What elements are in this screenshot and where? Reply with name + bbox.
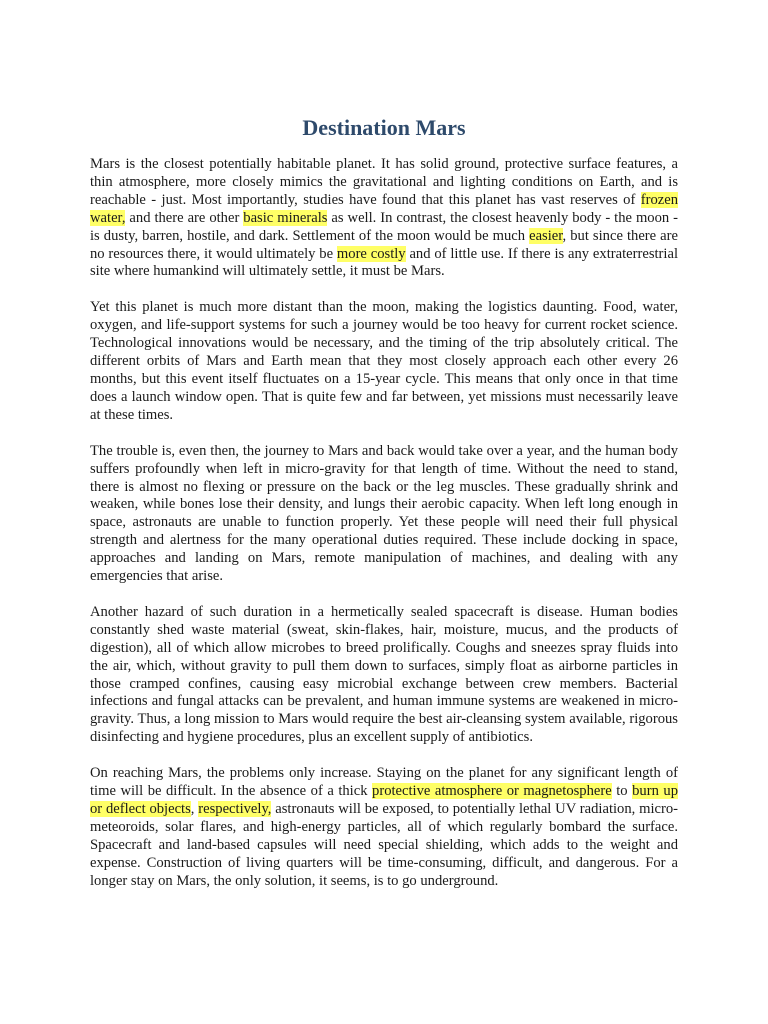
paragraph: [90, 156, 678, 281]
paragraph-text: astronauts will be exposed, to potentially lethal UV radiation, micro-meteoroids, solar flares, and high-energy particles, all of which regularly bombard the surface. Spacecraft and land-based capsules will need special shielding, which adds to the weight and expense. Construction of living quarters will be time-consuming, difficult, and dangerous. For a longer stay on Mars, the only solution, it seems, is to go underground.: [90, 801, 678, 889]
highlighted-text: easier: [529, 227, 563, 244]
paragraph-text: Mars is the closest potentially habitable planet. It has solid ground, protective surface features, a thin atmosphere, more closely mimics the gravitational and lighting conditions on Earth, and is reachable - just. Most importantly, studies have found that this planet has vast reserves of: [90, 156, 678, 208]
paragraph: [90, 604, 678, 747]
document-title: Destination Mars: [302, 115, 466, 140]
highlighted-text: protective atmosphere or magnetosphere: [372, 783, 612, 800]
document-body: [90, 156, 678, 891]
paragraph-text: and there are other: [125, 209, 244, 226]
highlighted-text: frozen water,: [90, 191, 678, 226]
paragraph-text: ,: [190, 801, 199, 817]
paragraph-text: , but since there are no resources there, it would ultimately be: [90, 227, 678, 262]
highlighted-text: burn up or deflect objects: [90, 783, 678, 817]
paragraph-text: to: [611, 783, 633, 800]
paragraph-text: The trouble is, even then, the journey to Mars and back would take over a year, and the human body suffers profoundly when left in micro-gravity for that length of time. Without the need to stand, there is almost no flexing or pressure on the back or the leg muscles. These gradually shrink and weaken, while bones lose their density, and lungs their aerobic capacity. When left long enough in space, astronauts are unable to function properly. Yet these people will need their full physical strength and alertness for the many operational duties required. These include docking in space, approaches and landing on Mars, remote manipulation of machines, and dealing with any emergencies that arise.: [90, 442, 678, 585]
highlighted-text: more costly: [336, 245, 406, 262]
paragraph-text: Another hazard of such duration in a hermetically sealed spacecraft is disease. Human bodies constantly shed waste material (sweat, skin-flakes, hair, moisture, mucus, and the products of digestion), all of which allow microbes to breed prolifically. Coughs and sneezes spray fluids into the air, which, without gravity to pull them down to surfaces, simply float as airborne particles in those cramped confines, causing easy microbial exchange between crew members. Bacterial infections and fungal attacks can be prevalent, and human immune systems are weakened in micro-gravity. Thus, a long mission to Mars would require the best air-cleansing system available, rigorous disinfecting and hygiene procedures, plus an excellent supply of antibiotics.: [90, 603, 678, 746]
paragraph-text: and of little use. If there is any extraterrestrial site where humankind will ultimately settle, it must be Mars.: [90, 245, 678, 280]
paragraph-text: Yet this planet is much more distant than the moon, making the logistics daunting. Food, water, oxygen, and life-support systems for such a journey would be too heavy for current rocket science. Technological innovations would be necessary, and the timing of the trip absolutely critical. The different orbits of Mars and Earth mean that they most closely approach each other every 26 months, but this event itself fluctuates on a 15-year cycle. This means that only once in that time does a launch window open. That is quite few and far between, yet missions must necessarily leave at these times.: [90, 299, 678, 423]
highlighted-text: respectively,: [198, 801, 272, 817]
paragraph-text: as well. In contrast, the closest heavenly body - the moon - is dusty, barren, hostile, and dark. Settlement of the moon would be much: [90, 209, 678, 244]
paragraph: [90, 765, 678, 890]
highlighted-text: basic minerals: [243, 209, 328, 226]
paragraph-text: On reaching Mars, the problems only increase. Staying on the planet for any significant length of time will be difficult. In the absence of a thick: [90, 765, 678, 800]
paragraph: [90, 443, 678, 586]
document-page: [90, 114, 678, 909]
paragraph: [90, 299, 678, 424]
